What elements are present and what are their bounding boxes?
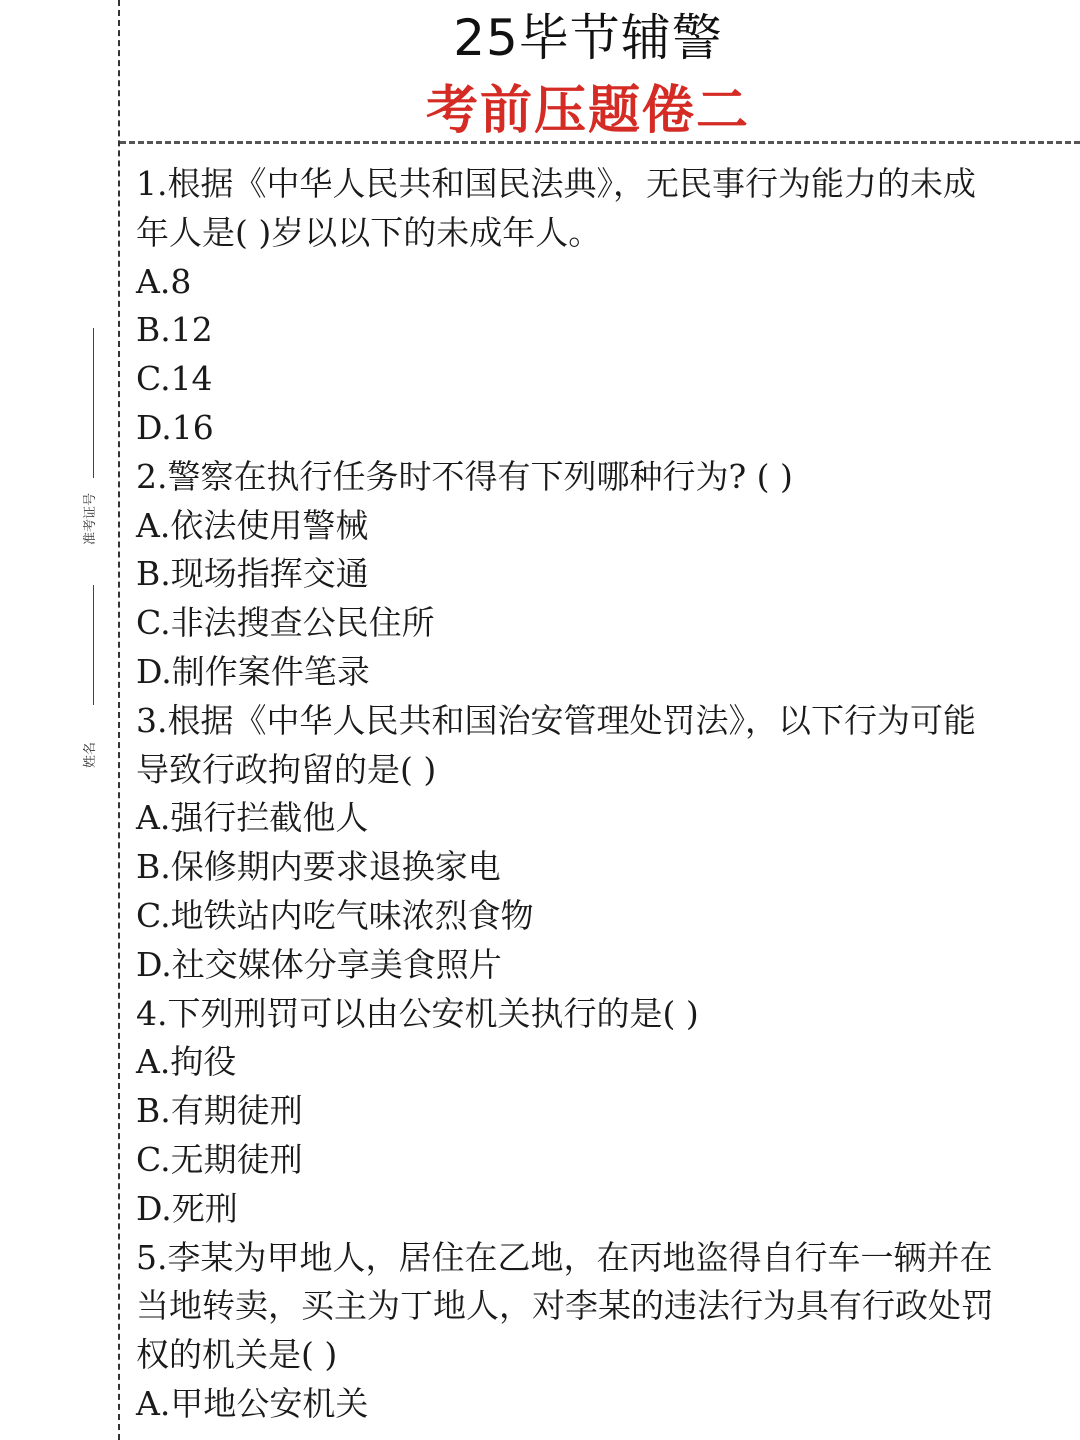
q1-option-b: B.12 <box>136 310 213 350</box>
q1-option-c: C.14 <box>136 359 213 399</box>
q5-stem-line-3: 权的机关是( ) <box>136 1335 338 1375</box>
name-rule <box>93 585 94 705</box>
q2-option-b: B.现场指挥交通 <box>136 554 369 594</box>
name-label: 姓名 <box>83 742 98 769</box>
q2-stem: 2.警察在执行任务时不得有下列哪种行为? ( ) <box>136 456 793 496</box>
q4-option-c: C.无期徒刑 <box>136 1139 303 1179</box>
q1-option-d: D.16 <box>136 407 214 447</box>
exam-id-rule <box>93 328 94 478</box>
q1-stem-line-2: 年人是( )岁以以下的未成年人。 <box>136 212 602 252</box>
question-list <box>136 160 1042 1429</box>
q1-option-a: A.8 <box>136 261 192 301</box>
q2-option-c: C.非法搜查公民住所 <box>136 603 435 643</box>
q5-option-a: A.甲地公安机关 <box>136 1383 369 1423</box>
header-dashed-separator <box>120 141 1080 144</box>
q3-option-c: C.地铁站内吃气味浓烈食物 <box>136 895 534 935</box>
q3-stem-line-1: 3.根据《中华人民共和国治安管理处罚法》，以下行为可能 <box>136 700 976 740</box>
q3-stem-line-2: 导致行政拘留的是( ) <box>136 749 437 789</box>
q4-option-d: D.死刑 <box>136 1188 238 1228</box>
q3-option-d: D.社交媒体分享美食照片 <box>136 944 502 984</box>
header <box>120 0 1080 140</box>
q4-option-b: B.有期徒刑 <box>136 1091 303 1131</box>
q4-stem: 4.下列刑罚可以由公安机关执行的是( ) <box>136 993 699 1033</box>
q2-option-a: A.依法使用警械 <box>136 505 369 545</box>
page-title: 25毕节辅警 <box>453 9 723 67</box>
q3-option-a: A.强行拦截他人 <box>136 798 369 838</box>
q5-stem-line-2: 当地转卖，买主为丁地人，对李某的违法行为具有行政处罚 <box>136 1286 994 1326</box>
exam-id-label: 准考证号 <box>83 492 98 545</box>
binding-dashed-line <box>118 0 120 1440</box>
page-subtitle: 考前压题倦二 <box>425 80 750 141</box>
q3-option-b: B.保修期内要求退换家电 <box>136 847 501 887</box>
q1-stem-line-1: 1.根据《中华人民共和国民法典》，无民事行为能力的未成 <box>136 164 976 203</box>
q5-stem-line-1: 5.李某为甲地人，居住在乙地，在丙地盗得自行车一辆并在 <box>136 1237 993 1277</box>
q2-option-d: D.制作案件笔录 <box>136 651 370 691</box>
q4-option-a: A.拘役 <box>136 1042 237 1082</box>
